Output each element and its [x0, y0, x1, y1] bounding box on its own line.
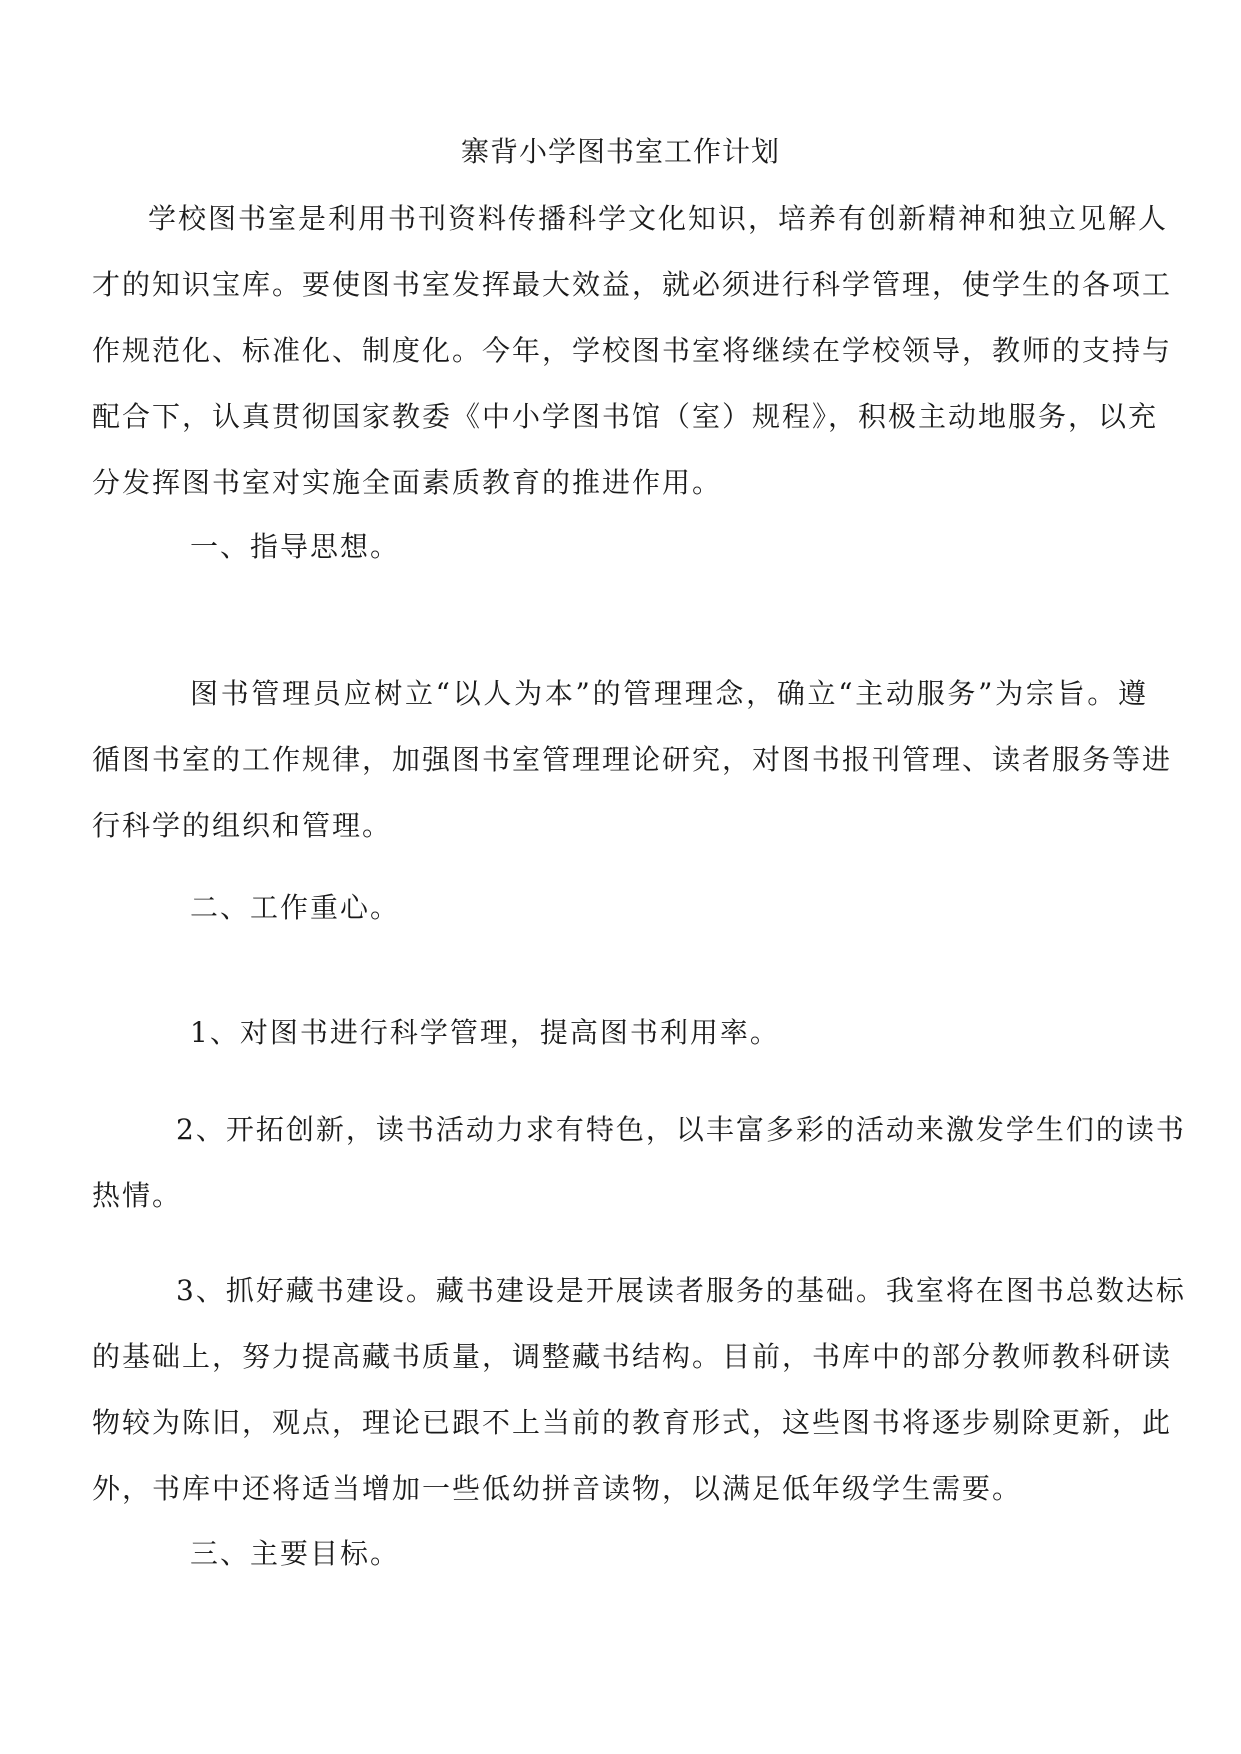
section-2-item-2-line-2: 热情。 [92, 1179, 183, 1212]
section-2-item-3-line-3: 物较为陈旧，观点，理论已跟不上当前的教育形式，这些图书将逐步剔除更新，此 [92, 1406, 1173, 1439]
intro-line-4: 配合下，认真贯彻国家教委《中小学图书馆（室）规程》，积极主动地服务，以充 [92, 400, 1159, 433]
document-title: 寨背小学图书室工作计划 [460, 135, 780, 168]
intro-paragraph [92, 186, 1173, 516]
section-2-item-3-line-2: 的基础上，努力提高藏书质量，调整藏书结构。目前，书库中的部分教师教科研读 [92, 1340, 1173, 1373]
section-2-item-2 [92, 1097, 1186, 1229]
intro-line-2: 才的知识宝库。要使图书室发挥最大效益，就必须进行科学管理，使学生的各项工 [92, 268, 1173, 301]
section-2-item-1: 1、对图书进行科学管理，提高图书利用率。 [190, 1016, 780, 1049]
section-2-item-2-line-1: 2、开拓创新，读书活动力求有特色，以丰富多彩的活动来激发学生们的读书 [176, 1113, 1186, 1146]
intro-line-3: 作规范化、标准化、制度化。今年，学校图书室将继续在学校领导，教师的支持与 [92, 334, 1173, 367]
intro-line-5: 分发挥图书室对实施全面素质教育的推进作用。 [92, 466, 723, 499]
section-1-line-2: 循图书室的工作规律，加强图书室管理理论研究，对图书报刊管理、读者服务等进 [92, 743, 1173, 776]
section-1-paragraph [92, 661, 1173, 859]
section-1-line-1: 图书管理员应树立“以人为本”的管理理念，确立“主动服务”为宗旨。遵 [190, 677, 1148, 710]
section-1-line-3: 行科学的组织和管理。 [92, 809, 393, 842]
intro-line-1: 学校图书室是利用书刊资料传播科学文化知识，培养有创新精神和独立见解人 [148, 202, 1169, 235]
section-1-heading: 一、指导思想。 [190, 530, 401, 563]
section-2-heading: 二、工作重心。 [190, 891, 401, 924]
section-2-item-3-line-1: 3、抓好藏书建设。藏书建设是开展读者服务的基础。我室将在图书总数达标 [176, 1274, 1186, 1307]
section-2-item-3-line-4: 外，书库中还将适当增加一些低幼拼音读物，以满足低年级学生需要。 [92, 1472, 1023, 1505]
section-2-item-3 [92, 1258, 1186, 1522]
section-3-heading: 三、主要目标。 [190, 1537, 401, 1570]
